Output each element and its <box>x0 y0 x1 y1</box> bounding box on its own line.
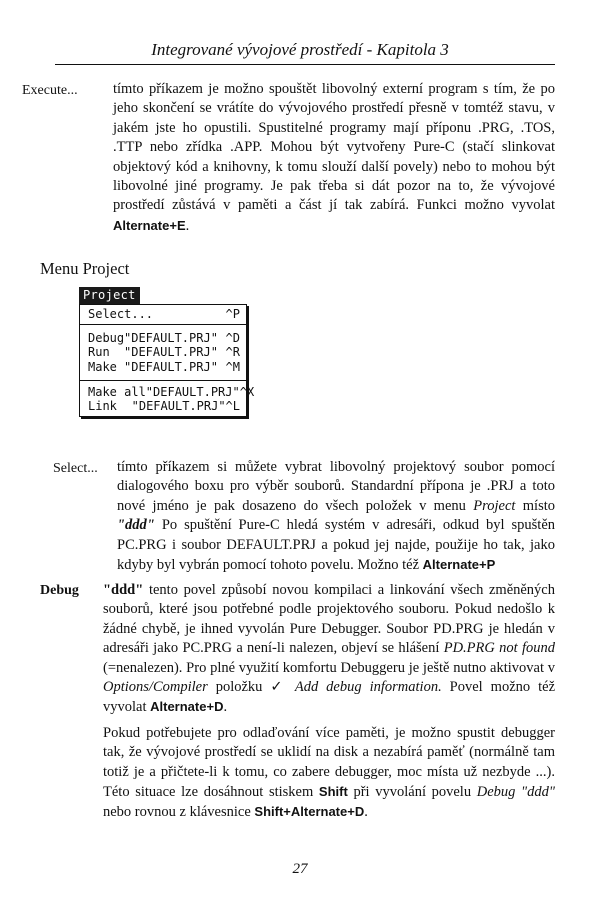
menu-item-make <box>88 360 240 374</box>
menu-item-shortcut: ^X <box>239 384 255 399</box>
select-term: Select... <box>53 461 98 476</box>
debug-suffix: . <box>223 699 228 716</box>
menu-item-shortcut: ^D <box>225 331 240 346</box>
menu-title: Project <box>79 287 140 304</box>
debug-options-path: Options/Compiler <box>103 679 208 696</box>
select-placeholder: "ddd" <box>117 517 155 534</box>
debug-description <box>103 581 555 823</box>
select-menu-name: Project <box>473 497 516 514</box>
menu-item-label: Make <box>88 359 117 374</box>
menu-item-select <box>88 307 240 321</box>
menu-item-label: Link <box>88 399 117 414</box>
section-heading: Menu Project <box>40 259 130 278</box>
execute-suffix: . <box>185 217 190 234</box>
menu-item-debug <box>88 331 240 345</box>
debug-option-name: Add debug information. <box>294 679 442 696</box>
menu-item-arg: "DEFAULT.PRJ" <box>145 384 240 399</box>
execute-shortcut: Alternate+E <box>113 217 186 233</box>
menu-item-link <box>88 399 240 413</box>
debug-shift-key: Shift <box>318 784 348 800</box>
debug-part2: (=nenalezen). Pro plné využití komfortu Debuggeru je ještě nutno aktivovat v <box>103 659 555 676</box>
debug-not-found: PD.PRG not found <box>443 640 556 657</box>
select-part3: Po spuštění Pure-C hledá systém v adresáři, odkud byl spuštěn PC.PRG i soubor DEFAULT.PRJ a pokud jej najde, použije ho tak, jako kdyby byl vybrán pomocí tohoto povelu. Možno též <box>117 517 556 574</box>
menu-item-shortcut: ^M <box>225 359 240 374</box>
select-part2: místo <box>522 497 555 514</box>
menu-item-label: Make all <box>88 384 146 399</box>
debug-shift-shortcut: Shift+Alternate+D <box>254 804 365 820</box>
page-header-title: Integrované vývojové prostředí - Kapitola 3 <box>151 40 449 59</box>
menu-item-shortcut: ^P <box>225 307 240 321</box>
menu-item-shortcut: ^R <box>225 345 240 360</box>
header-rule <box>55 64 555 65</box>
menu-item-arg: "DEFAULT.PRJ" <box>124 345 218 360</box>
debug-part1: tento povel způsobí novou kompilaci a linkování všech změněných souborů, které jsou potřebné podle projektového souboru. Pokud nedošlo k žádné chybě, je ihned vyvolán Pure Debugger. Soubor PD.PRG je hledán v adresáři jako PC.PRG a není-li nalezen, objeví se hlášení <box>103 582 555 657</box>
menu-item-label: Debug <box>88 331 125 346</box>
debug-command: Debug "ddd" <box>476 784 555 801</box>
menu-item-label: Select... <box>88 307 154 321</box>
debug-part4: Povel možno též vyvolat <box>103 679 555 716</box>
debug-term: Debug <box>40 583 79 598</box>
menu-item-arg: "DEFAULT.PRJ" <box>131 399 226 414</box>
debug-para2-part2: při vyvolání povelu <box>353 784 472 801</box>
menu-group-2 <box>80 325 246 380</box>
debug-shortcut: Alternate+D <box>150 699 224 715</box>
select-shortcut: Alternate+P <box>422 557 496 573</box>
menu-group-1 <box>80 305 246 324</box>
menu-group-3 <box>80 381 255 416</box>
menu-item-arg: "DEFAULT.PRJ" <box>124 331 218 346</box>
execute-term: Execute... <box>22 83 78 98</box>
menu-dropdown <box>79 304 255 417</box>
execute-description <box>113 80 555 236</box>
debug-part3: položku <box>215 679 263 696</box>
debug-para2-part1: Pokud potřebujete pro odlaďování více paměti, je možno spustit debugger tak, že vývojové prostředí se uklidí na disk a nezabírá paměť (normálně tam totiž je a přičtete-li k tomu, co zabere debugger, moc místa už nezbyde ...). Této situace lze dosáhnout stiskem <box>103 724 555 801</box>
debug-para2-suffix: . <box>364 804 368 821</box>
debug-para2-part3: nebo rovnou z klávesnice <box>103 804 251 821</box>
menu-item-make-all <box>88 384 255 399</box>
page-number: 27 <box>292 861 308 877</box>
execute-call-prefix: Funkci možno vyvolat <box>416 197 555 214</box>
execute-text: tímto příkazem je možno spouštět libovolný externí program s tím, že po jeho skončení se vrátíte do vývojového prostředí přesně v tomtéž stavu, v jakém jste ho opustili. Spustitelné programy mají příponu .PRG, .TOS, .TTP nebo zřídka .APP. Mohou být vytvořeny Pure-C (stačí slinkovat objektový kód a knihovny, k tomu slouží další povely) nebo to mohou být libovolné jiné programy. Je pak třeba si dát pozor na to, že vývojové prostředí zůstává v paměti a část jí tak zabírá. <box>113 81 555 214</box>
menu-item-shortcut: ^L <box>225 399 240 414</box>
menu-item-arg: "DEFAULT.PRJ" <box>124 359 218 374</box>
menu-item-run <box>88 345 240 359</box>
debug-placeholder: "ddd" <box>103 582 144 598</box>
select-description <box>117 458 555 575</box>
select-part1: tímto příkazem si můžete vybrat libovolný projektový soubor pomocí dialogového boxu pro výběr souborů. Standardní přípona je .PRJ a toto nové jméno je pak dosazeno do všech položek v menu <box>117 459 555 514</box>
checkmark-icon: ✓ <box>270 679 287 696</box>
menu-item-label: Run <box>88 345 110 360</box>
project-menu-screenshot <box>79 287 255 417</box>
